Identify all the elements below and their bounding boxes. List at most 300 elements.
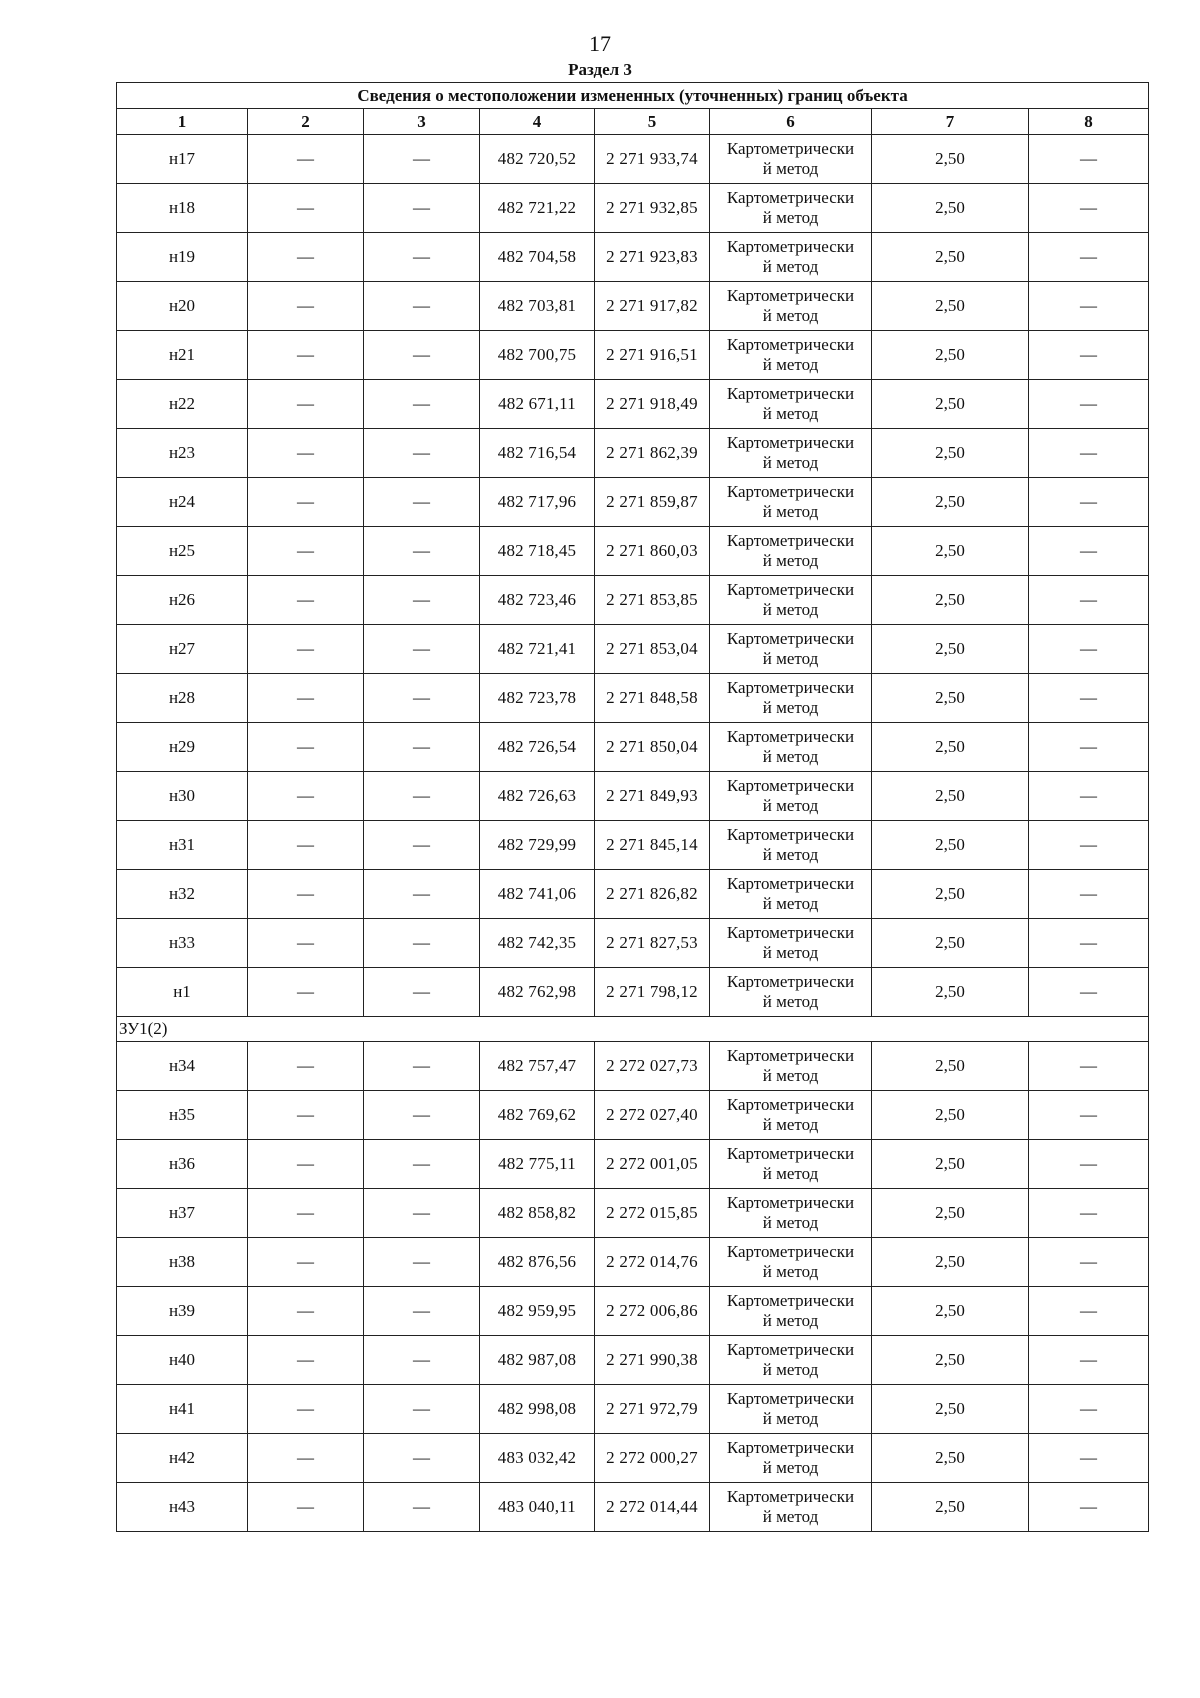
dash-cell: —	[1029, 1336, 1149, 1385]
dash-cell: —	[364, 1189, 480, 1238]
dash-cell: —	[1029, 478, 1149, 527]
point-number-cell: н18	[117, 184, 248, 233]
dash-cell: —	[1029, 1189, 1149, 1238]
point-number-cell: н43	[117, 1483, 248, 1532]
dash-cell: —	[248, 674, 364, 723]
y-coordinate-cell: 2 271 853,04	[595, 625, 710, 674]
method-line-2: й метод	[762, 1066, 819, 1085]
dash-cell: —	[364, 821, 480, 870]
dash-cell: —	[364, 674, 480, 723]
point-number-cell: н29	[117, 723, 248, 772]
method-line-1: Картометрически	[726, 972, 855, 991]
x-coordinate-cell: 482 987,08	[480, 1336, 595, 1385]
table-row	[117, 968, 1149, 1017]
x-coordinate-cell: 482 720,52	[480, 135, 595, 184]
method-line-2: й метод	[762, 1311, 819, 1330]
column-header-7: 7	[872, 109, 1029, 135]
method-line-2: й метод	[762, 404, 819, 423]
column-header-6: 6	[710, 109, 872, 135]
accuracy-cell: 2,50	[872, 821, 1029, 870]
dash-cell: —	[248, 478, 364, 527]
table-row	[117, 478, 1149, 527]
method-line-1: Картометрически	[726, 629, 855, 648]
method-cell	[710, 331, 872, 380]
dash-cell: —	[364, 478, 480, 527]
accuracy-cell: 2,50	[872, 429, 1029, 478]
method-cell	[710, 1091, 872, 1140]
dash-cell: —	[248, 1042, 364, 1091]
method-cell	[710, 1336, 872, 1385]
x-coordinate-cell: 482 721,22	[480, 184, 595, 233]
table-row	[117, 625, 1149, 674]
table-row	[117, 772, 1149, 821]
method-line-1: Картометрически	[726, 286, 855, 305]
dash-cell: —	[248, 233, 364, 282]
table-row	[117, 576, 1149, 625]
dash-cell: —	[1029, 233, 1149, 282]
dash-cell: —	[364, 968, 480, 1017]
method-line-2: й метод	[762, 1115, 819, 1134]
dash-cell: —	[1029, 821, 1149, 870]
dash-cell: —	[248, 772, 364, 821]
method-cell	[710, 1483, 872, 1532]
dash-cell: —	[1029, 1140, 1149, 1189]
y-coordinate-cell: 2 271 923,83	[595, 233, 710, 282]
point-number-cell: н41	[117, 1385, 248, 1434]
method-cell	[710, 429, 872, 478]
method-line-2: й метод	[762, 306, 819, 325]
x-coordinate-cell: 482 762,98	[480, 968, 595, 1017]
point-number-cell: н42	[117, 1434, 248, 1483]
y-coordinate-cell: 2 271 798,12	[595, 968, 710, 1017]
x-coordinate-cell: 482 721,41	[480, 625, 595, 674]
table-row	[117, 1483, 1149, 1532]
y-coordinate-cell: 2 271 990,38	[595, 1336, 710, 1385]
dash-cell: —	[364, 723, 480, 772]
method-line-1: Картометрически	[726, 1144, 855, 1163]
dash-cell: —	[364, 1238, 480, 1287]
dash-cell: —	[1029, 1238, 1149, 1287]
point-number-cell: н17	[117, 135, 248, 184]
dash-cell: —	[248, 331, 364, 380]
accuracy-cell: 2,50	[872, 1140, 1029, 1189]
dash-cell: —	[248, 282, 364, 331]
dash-cell: —	[364, 919, 480, 968]
y-coordinate-cell: 2 271 845,14	[595, 821, 710, 870]
dash-cell: —	[1029, 870, 1149, 919]
page-number: 17	[589, 31, 611, 56]
table-row	[117, 429, 1149, 478]
dash-cell: —	[248, 184, 364, 233]
dash-cell: —	[1029, 772, 1149, 821]
column-header-8: 8	[1029, 109, 1149, 135]
method-line-2: й метод	[762, 649, 819, 668]
dash-cell: —	[1029, 723, 1149, 772]
method-line-1: Картометрически	[726, 433, 855, 452]
dash-cell: —	[1029, 968, 1149, 1017]
dash-cell: —	[248, 625, 364, 674]
method-line-1: Картометрически	[726, 1095, 855, 1114]
method-line-2: й метод	[762, 551, 819, 570]
method-line-1: Картометрически	[726, 139, 855, 158]
method-line-2: й метод	[762, 1213, 819, 1232]
x-coordinate-cell: 482 858,82	[480, 1189, 595, 1238]
dash-cell: —	[364, 184, 480, 233]
method-line-2: й метод	[762, 257, 819, 276]
table-row	[117, 1091, 1149, 1140]
point-number-cell: н22	[117, 380, 248, 429]
dash-cell: —	[248, 1434, 364, 1483]
x-coordinate-cell: 482 757,47	[480, 1042, 595, 1091]
dash-cell: —	[1029, 135, 1149, 184]
boundary-coordinates-table	[116, 82, 1149, 1532]
method-line-2: й метод	[762, 1507, 819, 1526]
y-coordinate-cell: 2 271 972,79	[595, 1385, 710, 1434]
method-line-2: й метод	[762, 943, 819, 962]
x-coordinate-cell: 482 723,46	[480, 576, 595, 625]
method-cell	[710, 968, 872, 1017]
point-number-cell: н39	[117, 1287, 248, 1336]
dash-cell: —	[1029, 576, 1149, 625]
y-coordinate-cell: 2 271 853,85	[595, 576, 710, 625]
point-number-cell: н1	[117, 968, 248, 1017]
table-row	[117, 1287, 1149, 1336]
group-label: ЗУ1(2)	[117, 1017, 1149, 1042]
accuracy-cell: 2,50	[872, 1483, 1029, 1532]
x-coordinate-cell: 482 723,78	[480, 674, 595, 723]
y-coordinate-cell: 2 272 027,40	[595, 1091, 710, 1140]
dash-cell: —	[364, 1140, 480, 1189]
method-line-2: й метод	[762, 1458, 819, 1477]
dash-cell: —	[1029, 1483, 1149, 1532]
dash-cell: —	[248, 1140, 364, 1189]
point-number-cell: н40	[117, 1336, 248, 1385]
accuracy-cell: 2,50	[872, 772, 1029, 821]
dash-cell: —	[1029, 1042, 1149, 1091]
dash-cell: —	[1029, 625, 1149, 674]
method-line-2: й метод	[762, 698, 819, 717]
table-row	[117, 233, 1149, 282]
table-row	[117, 821, 1149, 870]
y-coordinate-cell: 2 271 932,85	[595, 184, 710, 233]
method-line-1: Картометрически	[726, 1340, 855, 1359]
table-row	[117, 1336, 1149, 1385]
method-cell	[710, 478, 872, 527]
accuracy-cell: 2,50	[872, 527, 1029, 576]
dash-cell: —	[1029, 1287, 1149, 1336]
point-number-cell: н36	[117, 1140, 248, 1189]
x-coordinate-cell: 482 741,06	[480, 870, 595, 919]
dash-cell: —	[364, 282, 480, 331]
method-line-1: Картометрически	[726, 1291, 855, 1310]
dash-cell: —	[364, 331, 480, 380]
y-coordinate-cell: 2 272 014,76	[595, 1238, 710, 1287]
y-coordinate-cell: 2 271 827,53	[595, 919, 710, 968]
dash-cell: —	[1029, 184, 1149, 233]
point-number-cell: н35	[117, 1091, 248, 1140]
dash-cell: —	[364, 1434, 480, 1483]
method-line-1: Картометрически	[726, 1487, 855, 1506]
table-row	[117, 1189, 1149, 1238]
method-line-2: й метод	[762, 502, 819, 521]
x-coordinate-cell: 482 742,35	[480, 919, 595, 968]
accuracy-cell: 2,50	[872, 233, 1029, 282]
method-line-1: Картометрически	[726, 1438, 855, 1457]
table-caption: Сведения о местоположении измененных (уточненных) границ объекта	[117, 83, 1149, 109]
method-line-2: й метод	[762, 355, 819, 374]
method-cell	[710, 1042, 872, 1091]
method-cell	[710, 1434, 872, 1483]
accuracy-cell: 2,50	[872, 184, 1029, 233]
dash-cell: —	[248, 968, 364, 1017]
dash-cell: —	[1029, 380, 1149, 429]
accuracy-cell: 2,50	[872, 1042, 1029, 1091]
accuracy-cell: 2,50	[872, 625, 1029, 674]
method-cell	[710, 135, 872, 184]
method-line-1: Картометрически	[726, 482, 855, 501]
accuracy-cell: 2,50	[872, 282, 1029, 331]
method-line-1: Картометрически	[726, 727, 855, 746]
dash-cell: —	[364, 135, 480, 184]
table-row	[117, 1385, 1149, 1434]
x-coordinate-cell: 482 700,75	[480, 331, 595, 380]
column-header-3: 3	[364, 109, 480, 135]
table-row	[117, 919, 1149, 968]
x-coordinate-cell: 482 775,11	[480, 1140, 595, 1189]
dash-cell: —	[364, 380, 480, 429]
dash-cell: —	[364, 576, 480, 625]
y-coordinate-cell: 2 271 917,82	[595, 282, 710, 331]
table-row	[117, 870, 1149, 919]
dash-cell: —	[364, 429, 480, 478]
dash-cell: —	[248, 380, 364, 429]
method-cell	[710, 1287, 872, 1336]
table-row	[117, 1238, 1149, 1287]
accuracy-cell: 2,50	[872, 723, 1029, 772]
method-line-2: й метод	[762, 992, 819, 1011]
table-row	[117, 723, 1149, 772]
accuracy-cell: 2,50	[872, 331, 1029, 380]
accuracy-cell: 2,50	[872, 1189, 1029, 1238]
y-coordinate-cell: 2 271 850,04	[595, 723, 710, 772]
x-coordinate-cell: 482 726,63	[480, 772, 595, 821]
x-coordinate-cell: 482 703,81	[480, 282, 595, 331]
accuracy-cell: 2,50	[872, 870, 1029, 919]
column-header-5: 5	[595, 109, 710, 135]
method-cell	[710, 282, 872, 331]
accuracy-cell: 2,50	[872, 1385, 1029, 1434]
point-number-cell: н19	[117, 233, 248, 282]
method-line-2: й метод	[762, 453, 819, 472]
dash-cell: —	[364, 1336, 480, 1385]
dash-cell: —	[364, 870, 480, 919]
method-cell	[710, 1189, 872, 1238]
dash-cell: —	[1029, 282, 1149, 331]
point-number-cell: н23	[117, 429, 248, 478]
method-line-1: Картометрически	[726, 580, 855, 599]
dash-cell: —	[364, 625, 480, 674]
x-coordinate-cell: 482 876,56	[480, 1238, 595, 1287]
method-line-1: Картометрически	[726, 531, 855, 550]
method-line-2: й метод	[762, 1409, 819, 1428]
x-coordinate-cell: 482 671,11	[480, 380, 595, 429]
table-row	[117, 527, 1149, 576]
method-line-1: Картометрически	[726, 1389, 855, 1408]
table-row	[117, 1140, 1149, 1189]
accuracy-cell: 2,50	[872, 968, 1029, 1017]
point-number-cell: н38	[117, 1238, 248, 1287]
x-coordinate-cell: 482 718,45	[480, 527, 595, 576]
table-row	[117, 1042, 1149, 1091]
point-number-cell: н21	[117, 331, 248, 380]
x-coordinate-cell: 482 716,54	[480, 429, 595, 478]
method-line-1: Картометрически	[726, 1193, 855, 1212]
dash-cell: —	[248, 919, 364, 968]
y-coordinate-cell: 2 271 860,03	[595, 527, 710, 576]
point-number-cell: н37	[117, 1189, 248, 1238]
point-number-cell: н32	[117, 870, 248, 919]
method-line-1: Картометрически	[726, 678, 855, 697]
y-coordinate-cell: 2 271 848,58	[595, 674, 710, 723]
dash-cell: —	[248, 576, 364, 625]
dash-cell: —	[248, 429, 364, 478]
accuracy-cell: 2,50	[872, 919, 1029, 968]
table-row	[117, 135, 1149, 184]
dash-cell: —	[1029, 674, 1149, 723]
method-cell	[710, 1238, 872, 1287]
accuracy-cell: 2,50	[872, 1434, 1029, 1483]
y-coordinate-cell: 2 272 014,44	[595, 1483, 710, 1532]
x-coordinate-cell: 482 998,08	[480, 1385, 595, 1434]
method-cell	[710, 674, 872, 723]
dash-cell: —	[248, 1189, 364, 1238]
dash-cell: —	[1029, 331, 1149, 380]
method-line-2: й метод	[762, 894, 819, 913]
dash-cell: —	[364, 772, 480, 821]
column-header-2: 2	[248, 109, 364, 135]
dash-cell: —	[248, 1385, 364, 1434]
table-caption-row	[117, 83, 1149, 109]
point-number-cell: н31	[117, 821, 248, 870]
point-number-cell: н20	[117, 282, 248, 331]
accuracy-cell: 2,50	[872, 1336, 1029, 1385]
dash-cell: —	[364, 1385, 480, 1434]
method-cell	[710, 1385, 872, 1434]
table-row	[117, 331, 1149, 380]
y-coordinate-cell: 2 271 826,82	[595, 870, 710, 919]
method-cell	[710, 380, 872, 429]
dash-cell: —	[248, 723, 364, 772]
dash-cell: —	[1029, 1385, 1149, 1434]
method-cell	[710, 233, 872, 282]
method-cell	[710, 723, 872, 772]
method-cell	[710, 919, 872, 968]
method-line-1: Картометрически	[726, 1242, 855, 1261]
method-cell	[710, 184, 872, 233]
method-line-1: Картометрически	[726, 776, 855, 795]
method-line-1: Картометрически	[726, 923, 855, 942]
method-line-2: й метод	[762, 1262, 819, 1281]
accuracy-cell: 2,50	[872, 576, 1029, 625]
method-cell	[710, 821, 872, 870]
accuracy-cell: 2,50	[872, 135, 1029, 184]
y-coordinate-cell: 2 271 859,87	[595, 478, 710, 527]
y-coordinate-cell: 2 272 027,73	[595, 1042, 710, 1091]
point-number-cell: н28	[117, 674, 248, 723]
accuracy-cell: 2,50	[872, 674, 1029, 723]
method-line-2: й метод	[762, 747, 819, 766]
dash-cell: —	[364, 1042, 480, 1091]
point-number-cell: н30	[117, 772, 248, 821]
method-line-2: й метод	[762, 600, 819, 619]
x-coordinate-cell: 482 769,62	[480, 1091, 595, 1140]
dash-cell: —	[248, 1483, 364, 1532]
method-line-2: й метод	[762, 1164, 819, 1183]
column-header-4: 4	[480, 109, 595, 135]
method-line-1: Картометрически	[726, 188, 855, 207]
point-number-cell: н25	[117, 527, 248, 576]
x-coordinate-cell: 482 959,95	[480, 1287, 595, 1336]
method-line-1: Картометрически	[726, 335, 855, 354]
dash-cell: —	[248, 1287, 364, 1336]
dash-cell: —	[364, 233, 480, 282]
dash-cell: —	[364, 527, 480, 576]
dash-cell: —	[1029, 1091, 1149, 1140]
x-coordinate-cell: 482 717,96	[480, 478, 595, 527]
method-line-2: й метод	[762, 796, 819, 815]
x-coordinate-cell: 482 726,54	[480, 723, 595, 772]
y-coordinate-cell: 2 272 000,27	[595, 1434, 710, 1483]
y-coordinate-cell: 2 271 849,93	[595, 772, 710, 821]
dash-cell: —	[364, 1483, 480, 1532]
dash-cell: —	[248, 870, 364, 919]
dash-cell: —	[364, 1091, 480, 1140]
table-row	[117, 184, 1149, 233]
method-cell	[710, 870, 872, 919]
table-row	[117, 282, 1149, 331]
method-cell	[710, 625, 872, 674]
dash-cell: —	[1029, 919, 1149, 968]
y-coordinate-cell: 2 271 933,74	[595, 135, 710, 184]
accuracy-cell: 2,50	[872, 1238, 1029, 1287]
dash-cell: —	[248, 135, 364, 184]
method-line-1: Картометрически	[726, 825, 855, 844]
x-coordinate-cell: 483 032,42	[480, 1434, 595, 1483]
method-line-1: Картометрически	[726, 237, 855, 256]
y-coordinate-cell: 2 271 862,39	[595, 429, 710, 478]
method-line-2: й метод	[762, 159, 819, 178]
method-line-2: й метод	[762, 208, 819, 227]
y-coordinate-cell: 2 272 006,86	[595, 1287, 710, 1336]
point-number-cell: н33	[117, 919, 248, 968]
method-line-2: й метод	[762, 1360, 819, 1379]
column-header-row	[117, 109, 1149, 135]
dash-cell: —	[364, 1287, 480, 1336]
table-row	[117, 1434, 1149, 1483]
dash-cell: —	[248, 1091, 364, 1140]
method-cell	[710, 527, 872, 576]
table-row	[117, 674, 1149, 723]
y-coordinate-cell: 2 272 001,05	[595, 1140, 710, 1189]
dash-cell: —	[248, 527, 364, 576]
accuracy-cell: 2,50	[872, 380, 1029, 429]
x-coordinate-cell: 483 040,11	[480, 1483, 595, 1532]
group-label-row	[117, 1017, 1149, 1042]
y-coordinate-cell: 2 271 918,49	[595, 380, 710, 429]
point-number-cell: н26	[117, 576, 248, 625]
dash-cell: —	[1029, 1434, 1149, 1483]
dash-cell: —	[1029, 527, 1149, 576]
